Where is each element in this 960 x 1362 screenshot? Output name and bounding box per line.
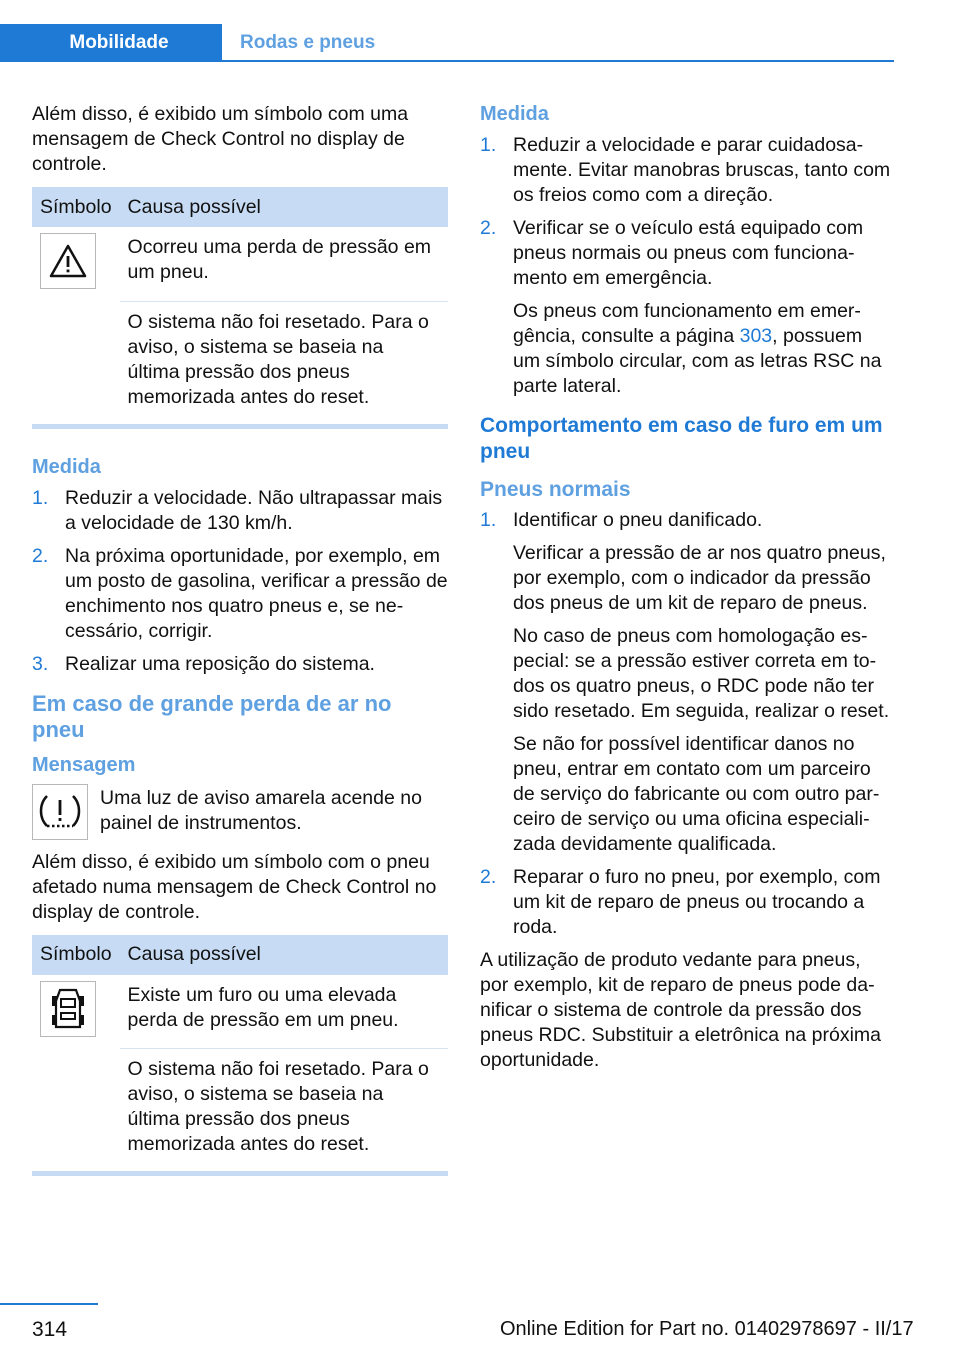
symbol-cell bbox=[32, 227, 120, 301]
list-item-note: No caso de pneus com homologação es‐pecial: se a pressão estiver correta em to‐dos os quatro pneus, o RDC pode não ter sido resetado. Em seguida, realizar o reset. bbox=[513, 625, 890, 722]
cause-cell: O sistema não foi resetado. Para o aviso, o sistema se baseia na última pressão dos pneus memorizada antes do reset. bbox=[120, 1049, 448, 1172]
closing-paragraph: A utilização de produto vedante para pneus, por exemplo, kit de reparo de pneus pode da‐nificar o sistema de controle da pressão dos pneus RDC. Substituir a eletrônica na próxima oportunidade. bbox=[480, 949, 882, 1071]
list-item: 2. Verificar se o veículo está equipado com pneus normais ou pneus com funciona‐mento em emergência. Os pneus com funcionamento em emer‐gência, consulte a página 303, possuem um símbolo circular, com as letras RSC na parte lateral. bbox=[480, 216, 894, 399]
message-row bbox=[32, 786, 448, 840]
footer-rule bbox=[0, 1303, 98, 1305]
list-item: 3. Realizar uma reposição do sistema. bbox=[32, 652, 375, 675]
mensagem-heading: Mensagem bbox=[32, 753, 136, 776]
list-item: 1. Reduzir a velocidade. Não ultrapassar mais a velocidade de 130 km/h. bbox=[32, 486, 443, 534]
medida-heading: Medida bbox=[480, 103, 549, 125]
page-link[interactable]: 303 bbox=[739, 325, 773, 347]
symbol-cell bbox=[32, 975, 120, 1049]
list-item: 2. Na próxima oportunidade, por exemplo, em um posto de gasolina, verificar a pressão de enchimento nos quatro pneus e, se ne‐cessário, corrigir. bbox=[32, 544, 448, 642]
intro-paragraph-2: Além disso, é exibido um símbolo com o pneu afetado numa mensagem de Check Control no display de controle. bbox=[32, 850, 437, 923]
list-item-note: Os pneus com funcionamento em emer‐gência, consulte a página 303, possuem um símbolo circular, com as letras RSC na parte lateral. bbox=[513, 300, 882, 397]
medida-steps bbox=[480, 133, 894, 399]
edition-note: Online Edition for Part no. 01402978697 - II/17 bbox=[500, 1318, 914, 1340]
medida-heading: Medida bbox=[32, 455, 101, 478]
cause-cell: Ocorreu uma perda de pressão em um pneu. bbox=[127, 236, 432, 283]
list-item-note: Se não for possível identificar danos no pneu, entrar em contato com um parceiro de serviço do fabricante ou com outro par‐ceiro de serviço ou uma oficina especiali‐zada devidamente qualificada. bbox=[513, 733, 880, 855]
table-end-rule bbox=[32, 424, 448, 429]
tab-rodas-e-pneus[interactable]: Rodas e pneus bbox=[240, 32, 376, 53]
list-item: 2. Reparar o furo no pneu, por exemplo, com um kit de reparo de pneus ou trocando a roda. bbox=[480, 866, 881, 938]
section-heading: Em caso de grande perda de ar no pneu bbox=[32, 690, 392, 742]
section-heading: Comportamento em caso de furo em um pneu bbox=[480, 414, 883, 463]
col-header-cause: Causa possível bbox=[120, 935, 448, 975]
symbol-table-2 bbox=[32, 935, 448, 1172]
col-header-symbol: Símbolo bbox=[32, 187, 120, 227]
message-text: Uma luz de aviso amarela acende no painel de instrumentos. bbox=[100, 786, 422, 834]
car-tire-damage-icon bbox=[40, 981, 96, 1037]
tire-pressure-warning-icon bbox=[32, 784, 88, 840]
cause-cell: O sistema não foi resetado. Para o aviso, o sistema se baseia na última pressão dos pneus memorizada antes do reset. bbox=[120, 301, 448, 424]
right-column bbox=[480, 102, 894, 1083]
warning-triangle-icon bbox=[40, 233, 96, 289]
list-item-note: Verificar a pressão de ar nos quatro pneus, por exemplo, com o indicador da pressão dos pneus de um kit de reparo de pneus. bbox=[513, 542, 886, 614]
list-item: 1. Reduzir a velocidade e parar cuidadosa‐mente. Evitar manobras bruscas, tanto com os freios como com a direção. bbox=[480, 134, 891, 206]
symbol-table-1 bbox=[32, 187, 448, 424]
page-number: 314 bbox=[32, 1318, 68, 1341]
tab-mobilidade[interactable]: Mobilidade bbox=[0, 24, 222, 62]
cause-cell: Existe um furo ou uma elevada perda de pressão em um pneu. bbox=[127, 983, 399, 1031]
table-end-rule bbox=[32, 1171, 448, 1176]
pneus-normais-heading: Pneus normais bbox=[480, 478, 631, 501]
pneus-steps bbox=[480, 508, 894, 940]
list-item: 1. Identificar o pneu danificado. Verificar a pressão de ar nos quatro pneus, por exemplo, com o indicador da pressão dos pneus de um kit de reparo de pneus. No caso de pneus com homologação es‐pecial: se a pressão estiver correta em to‐dos os quatro pneus, o RDC pode não ter sido resetado. Em seguida, realizar o reset. Se não for possível identificar danos no pneu, entrar em contato com um parceiro de serviço do fabricante ou com outro par‐ceiro de serviço ou uma oficina especiali‐zada devidamente qualificada. bbox=[480, 508, 894, 857]
col-header-symbol: Símbolo bbox=[32, 935, 120, 975]
col-header-cause: Causa possível bbox=[120, 187, 448, 227]
chapter-tabbar bbox=[0, 24, 894, 62]
intro-paragraph: Além disso, é exibido um símbolo com uma mensagem de Check Control no display de controle. bbox=[32, 103, 409, 175]
medida-steps bbox=[32, 486, 448, 677]
left-column bbox=[32, 102, 448, 1176]
